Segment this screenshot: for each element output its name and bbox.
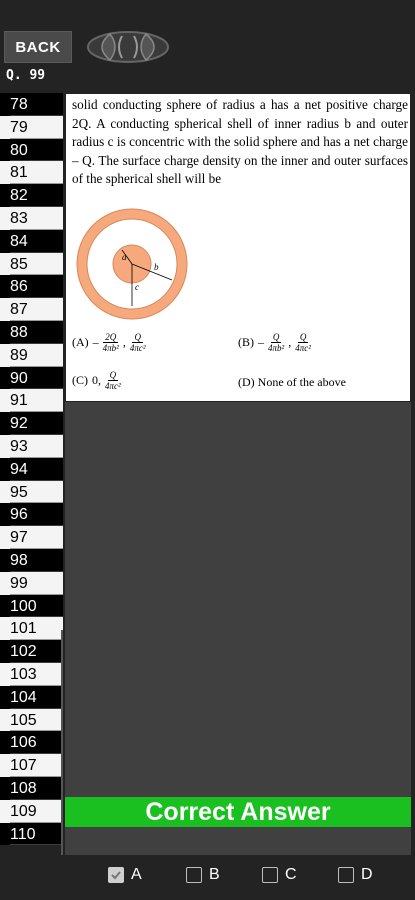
question-list-item[interactable]: 94 xyxy=(0,458,63,481)
option-d: (D) None of the above xyxy=(238,375,346,389)
question-list-item[interactable]: 86 xyxy=(0,275,63,298)
sidebar-divider xyxy=(61,630,63,855)
top-bar xyxy=(0,0,415,92)
question-list-item[interactable]: 103 xyxy=(0,663,63,686)
checkbox-icon[interactable] xyxy=(186,867,202,883)
radius-c-label: c xyxy=(135,282,139,292)
checkbox-checked-icon[interactable] xyxy=(108,867,124,883)
radius-b-label: b xyxy=(154,262,159,272)
question-number: Q. 99 xyxy=(6,68,46,83)
question-card xyxy=(65,93,411,402)
question-list-item[interactable]: 102 xyxy=(0,640,63,663)
content-panel xyxy=(65,93,411,855)
question-list-item[interactable]: 108 xyxy=(0,777,63,800)
question-list-item[interactable]: 101 xyxy=(0,617,63,640)
answer-choice-label: C xyxy=(285,866,297,883)
question-list-item[interactable]: 81 xyxy=(0,161,63,184)
question-list-item[interactable]: 107 xyxy=(0,754,63,777)
question-list-item[interactable]: 93 xyxy=(0,435,63,458)
question-list-item[interactable]: 109 xyxy=(0,800,63,823)
question-list-item[interactable]: 78 xyxy=(0,93,63,116)
answer-choice-label: A xyxy=(131,866,142,883)
page-flip-icon[interactable] xyxy=(86,30,170,64)
checkbox-icon[interactable] xyxy=(338,867,354,883)
question-list-item[interactable]: 87 xyxy=(0,298,63,321)
question-list-item[interactable]: 79 xyxy=(0,116,63,139)
question-number-list xyxy=(0,93,63,845)
concentric-sphere-diagram xyxy=(74,206,194,324)
question-list-item[interactable]: 91 xyxy=(0,389,63,412)
option-a: (A) – $\frac{2Q}{\text{4πb²}}$ , $\frac{Q}{\text{4πc²}}$ xyxy=(72,332,146,353)
question-text: solid conducting sphere of radius a has a net positive charge 2Q. A conducting spherical shell of inner radius b and outer radius c is concentric with the solid sphere and has a net charge – Q. The surface charge density on the inner and outer surfaces of the spherical shell will be xyxy=(72,97,408,186)
question-list-item[interactable]: 82 xyxy=(0,184,63,207)
answer-choice-label: D xyxy=(361,866,373,883)
option-c: (C) 0, $\frac{Q}{\text{4πc²}}$ xyxy=(72,370,121,391)
question-list-item[interactable]: 84 xyxy=(0,230,63,253)
question-list-item[interactable]: 90 xyxy=(0,367,63,390)
answer-choice-d[interactable] xyxy=(338,866,373,884)
question-list-item[interactable]: 95 xyxy=(0,481,63,504)
question-list-item[interactable]: 83 xyxy=(0,207,63,230)
radius-a-label: a xyxy=(122,252,127,262)
question-list-item[interactable]: 97 xyxy=(0,526,63,549)
answer-choice-label: B xyxy=(209,866,220,883)
question-list-item[interactable]: 105 xyxy=(0,709,63,732)
back-button[interactable]: BACK xyxy=(4,31,72,63)
correct-answer-banner: Correct Answer xyxy=(65,797,411,827)
answer-choice-a[interactable] xyxy=(108,866,142,884)
checkbox-icon[interactable] xyxy=(262,867,278,883)
question-list-item[interactable]: 80 xyxy=(0,139,63,162)
question-list-item[interactable]: 98 xyxy=(0,549,63,572)
question-list-item[interactable]: 104 xyxy=(0,686,63,709)
question-list-item[interactable]: 99 xyxy=(0,572,63,595)
question-list-item[interactable]: 100 xyxy=(0,595,63,618)
question-list-item[interactable]: 96 xyxy=(0,503,63,526)
question-list-item[interactable]: 89 xyxy=(0,344,63,367)
question-list-item[interactable]: 106 xyxy=(0,731,63,754)
question-list-item[interactable]: 110 xyxy=(0,823,63,846)
answer-choice-c[interactable] xyxy=(262,866,297,884)
question-list-item[interactable]: 92 xyxy=(0,412,63,435)
answer-choice-b[interactable] xyxy=(186,866,220,884)
question-list-item[interactable]: 88 xyxy=(0,321,63,344)
question-list-item[interactable]: 85 xyxy=(0,253,63,276)
option-b: (B) – $\frac{Q}{\text{4πb²}}$ , $\frac{Q}{\text{4πc²}}$ xyxy=(238,332,311,353)
answer-choice-bar xyxy=(0,855,415,900)
